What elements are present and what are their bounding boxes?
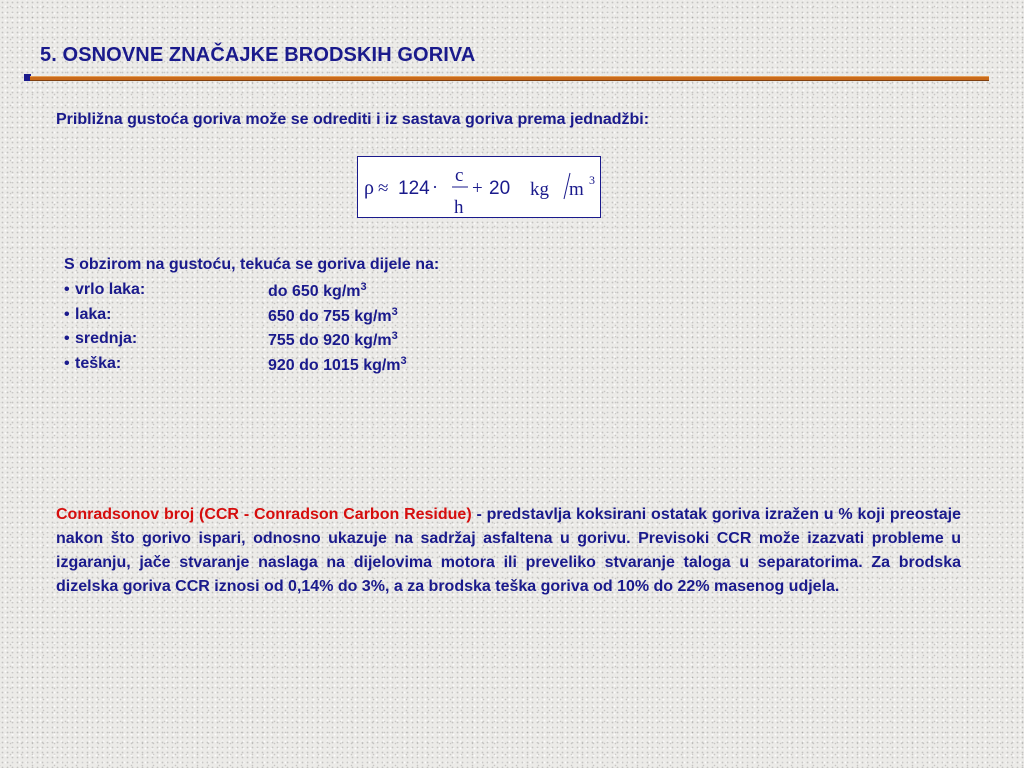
range-unit: kg/m: [323, 283, 361, 300]
range-value: 755 do 920: [268, 332, 350, 349]
formula-unit-m: m: [569, 179, 584, 200]
density-class-range: [268, 330, 398, 350]
density-formula: [357, 156, 601, 218]
bullet: •: [64, 305, 70, 323]
density-class-item: [64, 281, 439, 306]
range-unit-exponent: 3: [391, 330, 398, 342]
range-unit: kg/m: [354, 307, 392, 325]
range-value: 920 do 1015: [268, 356, 359, 374]
density-class-item: [64, 330, 439, 355]
formula-approx: ≈: [378, 178, 389, 199]
formula-plus: +: [472, 178, 483, 199]
density-class-name: vrlo laka:: [75, 281, 146, 298]
range-unit-exponent: 3: [391, 305, 398, 318]
formula-denominator: h: [454, 197, 464, 218]
ccr-definition: - predstavlja koksirani ostatak goriva izražen u % koji preostaje nakon što gorivo ispari, odnosno ukazuje na sadržaj asfaltena u gorivu. Previsoki CCR može izazvati probleme u izgaranju, jače stvaranje naslaga na dijelovima motora ili preveliko stvaranje taloga u separatorima. Za brodska dizelska goriva CCR iznosi od 0,14% do 3%, a za brodska teška goriva od 10% do 22% masenog udjela.: [56, 506, 962, 595]
range-value: 650 do 755: [268, 307, 350, 325]
formula-numerator: c: [455, 165, 464, 186]
density-class-range: [268, 281, 367, 301]
density-class-name: laka:: [75, 305, 112, 323]
slide-title: 5. OSNOVNE ZNAČAJKE BRODSKIH GORIVA: [40, 44, 476, 66]
formula-constant: 20: [489, 178, 511, 199]
formula-coefficient: 124: [398, 178, 430, 199]
bullet: •: [64, 281, 70, 298]
density-classes: [64, 256, 439, 379]
density-classes-heading: S obzirom na gustoću, tekuća se goriva dijele na:: [64, 256, 440, 273]
range-value: do 650: [268, 283, 319, 300]
bullet: •: [64, 330, 70, 347]
formula-dot: ·: [432, 177, 438, 197]
density-class-name: srednja:: [75, 330, 138, 347]
range-unit: kg/m: [354, 332, 392, 349]
density-class-range: [268, 306, 398, 326]
density-class-name: teška:: [75, 354, 122, 372]
range-unit: kg/m: [363, 356, 401, 374]
range-unit-exponent: 3: [360, 281, 367, 293]
range-unit-exponent: 3: [400, 354, 407, 367]
ccr-paragraph: [56, 503, 961, 599]
density-class-range: [268, 355, 407, 375]
intro-text: Približna gustoća goriva može se odrediti i iz sastava goriva prema jednadžbi:: [56, 111, 650, 128]
formula-unit-exp: 3: [589, 173, 595, 187]
ccr-term: Conradsonov broj (CCR - Conradson Carbon Residue): [56, 506, 472, 523]
formula-unit-kg: kg: [530, 179, 549, 200]
density-class-item: [64, 355, 439, 380]
formula-rho: ρ: [364, 177, 374, 199]
title-divider: [30, 76, 989, 81]
density-class-item: [64, 306, 439, 331]
bullet: •: [64, 354, 70, 372]
